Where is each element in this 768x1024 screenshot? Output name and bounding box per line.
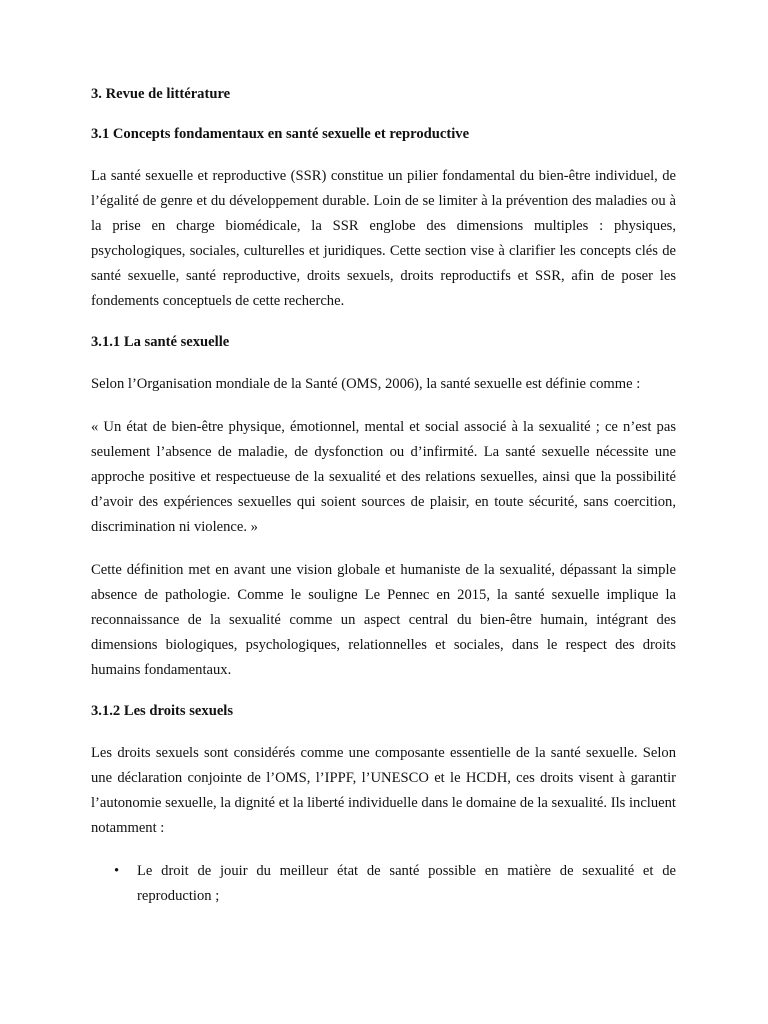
bullet-icon: • [114,863,120,879]
section-title: 3. Revue de littérature [91,86,231,102]
list-item [91,859,676,909]
paragraph-oms-quote: « Un état de bien-être physique, émotionnel, mental et social associé à la sexualité ; ce n’est pas seulement l’absence de maladie, de dysfonction ou d’infirmité. La santé sexuelle nécessite une approche positive et respectueuse de la sexualité et des relations sexuelles, ainsi que la possibilité d’avoir des expériences sexuelles qui soient sources de plaisir, en toute sécurité, sans coercition, discrimination ni violence. » [91,419,676,535]
list-item-text: Le droit de jouir du meilleur état de santé possible en matière de sexualité et de reproduction ; [137,863,676,904]
paragraph-ssr-definition: La santé sexuelle et reproductive (SSR) constitue un pilier fondamental du bien-être individuel, de l’égalité de genre et du développement durable. Loin de se limiter à la prévention des maladies ou à la prise en charge biomédicale, la SSR englobe des dimensions multiples : physiques, psychologiques, sociales, culturelles et juridiques. Cette section vise à clarifier les concepts clés de santé sexuelle, santé reproductive, droits sexuels, droits reproductifs et SSR, afin de poser les fondements conceptuels de cette recherche. [91,168,676,309]
subsection-title-3-1: 3.1 Concepts fondamentaux en santé sexuelle et reproductive [91,126,470,142]
paragraph-sexual-rights: Les droits sexuels sont considérés comme une composante essentielle de la santé sexuelle. Selon une déclaration conjointe de l’OMS, l’IPPF, l’UNESCO et le HCDH, ces droits visent à garantir l’autonomie sexuelle, la dignité et la liberté individuelle dans le domaine de la sexualité. Ils incluent notamment : [91,745,676,836]
paragraph-definition-analysis: Cette définition met en avant une vision globale et humaniste de la sexualité, dépassant la simple absence de pathologie. Comme le souligne Le Pennec en 2015, la santé sexuelle implique la reconnaissance de la sexualité comme un aspect central du bien-être humain, intégrant des dimensions biologiques, psychologiques, relationnelles et sociales, dans le respect des droits humains fondamentaux. [91,562,676,678]
paragraph-oms-intro: Selon l’Organisation mondiale de la Santé (OMS, 2006), la santé sexuelle est définie comme : [91,376,641,392]
subsection-title-3-1-2: 3.1.2 Les droits sexuels [91,703,234,719]
subsection-title-3-1-1: 3.1.1 La santé sexuelle [91,334,230,350]
document-page [91,84,676,909]
rights-list [91,859,676,909]
